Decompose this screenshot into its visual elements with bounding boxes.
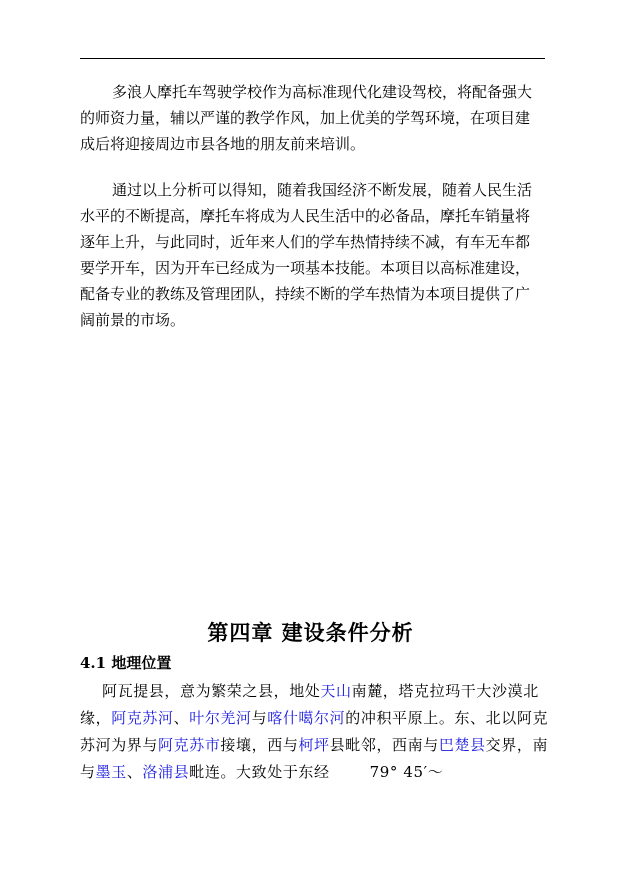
geo-text: 毗连。大致处于东经 [189,763,330,781]
link-lop-county[interactable]: 洛浦县 [142,763,190,781]
paragraph-text: 多浪人摩托车驾驶学校作为高标准现代化建设驾校，将配备强大的师资力量，辅以严谨的教学作风，加上优美的学驾环境，在项目建成后将迎接周边市县各地的朋友前来培训。 [80,83,533,153]
longitude-text: 79° 45′～ [369,763,444,781]
link-yarkand-river[interactable]: 叶尔羌河 [189,709,252,727]
geo-text: 的冲积平原上。东、北以阿克苏河为界与 [80,709,549,754]
chapter-title: 第四章 建设条件分析 [207,620,414,645]
link-tianshan[interactable]: 天山 [320,682,352,700]
link-aksu-river[interactable]: 阿克苏河 [111,709,174,727]
geo-text: 与 [251,709,268,727]
link-kalpin[interactable]: 柯坪 [298,736,330,754]
link-aksu-city[interactable]: 阿克苏市 [158,736,221,754]
geo-text: 南麓，塔克拉玛干大沙漠北缘， [80,682,539,727]
geo-text: 交界，南与 [80,736,549,781]
link-karakax[interactable]: 墨玉 [95,763,127,781]
geo-text: 、 [173,709,190,727]
paragraph-market-analysis [80,177,542,333]
section-title: 4.1 地理位置 [80,654,172,672]
geo-text: 、 [126,763,143,781]
link-kashgar-river[interactable]: 喀什噶尔河 [267,709,346,727]
link-maralbexi-county[interactable]: 巴楚县 [438,736,486,754]
paragraph-text: 通过以上分析可以得知，随着我国经济不断发展，随着人民生活水平的不断提高，摩托车将成为人民生活中的必备品，摩托车销量将逐年上升，与此同时，近年来人们的学车热情持续不减，有车无车都要学开车，因为开车已经成为一项基本技能。本项目以高标准建设，配备专业的教练及管理团队，持续不断的学车热情为本项目提供了广阔前景的市场。 [80,181,533,329]
geo-text: 阿瓦提县，意为繁荣之县，地处 [102,682,321,700]
paragraph-geography [80,678,550,786]
geo-text: 接壤，西与 [220,736,299,754]
header-rule [80,58,545,59]
geo-text: 县毗邻，西南与 [329,736,439,754]
paragraph-school-intro [80,79,542,157]
